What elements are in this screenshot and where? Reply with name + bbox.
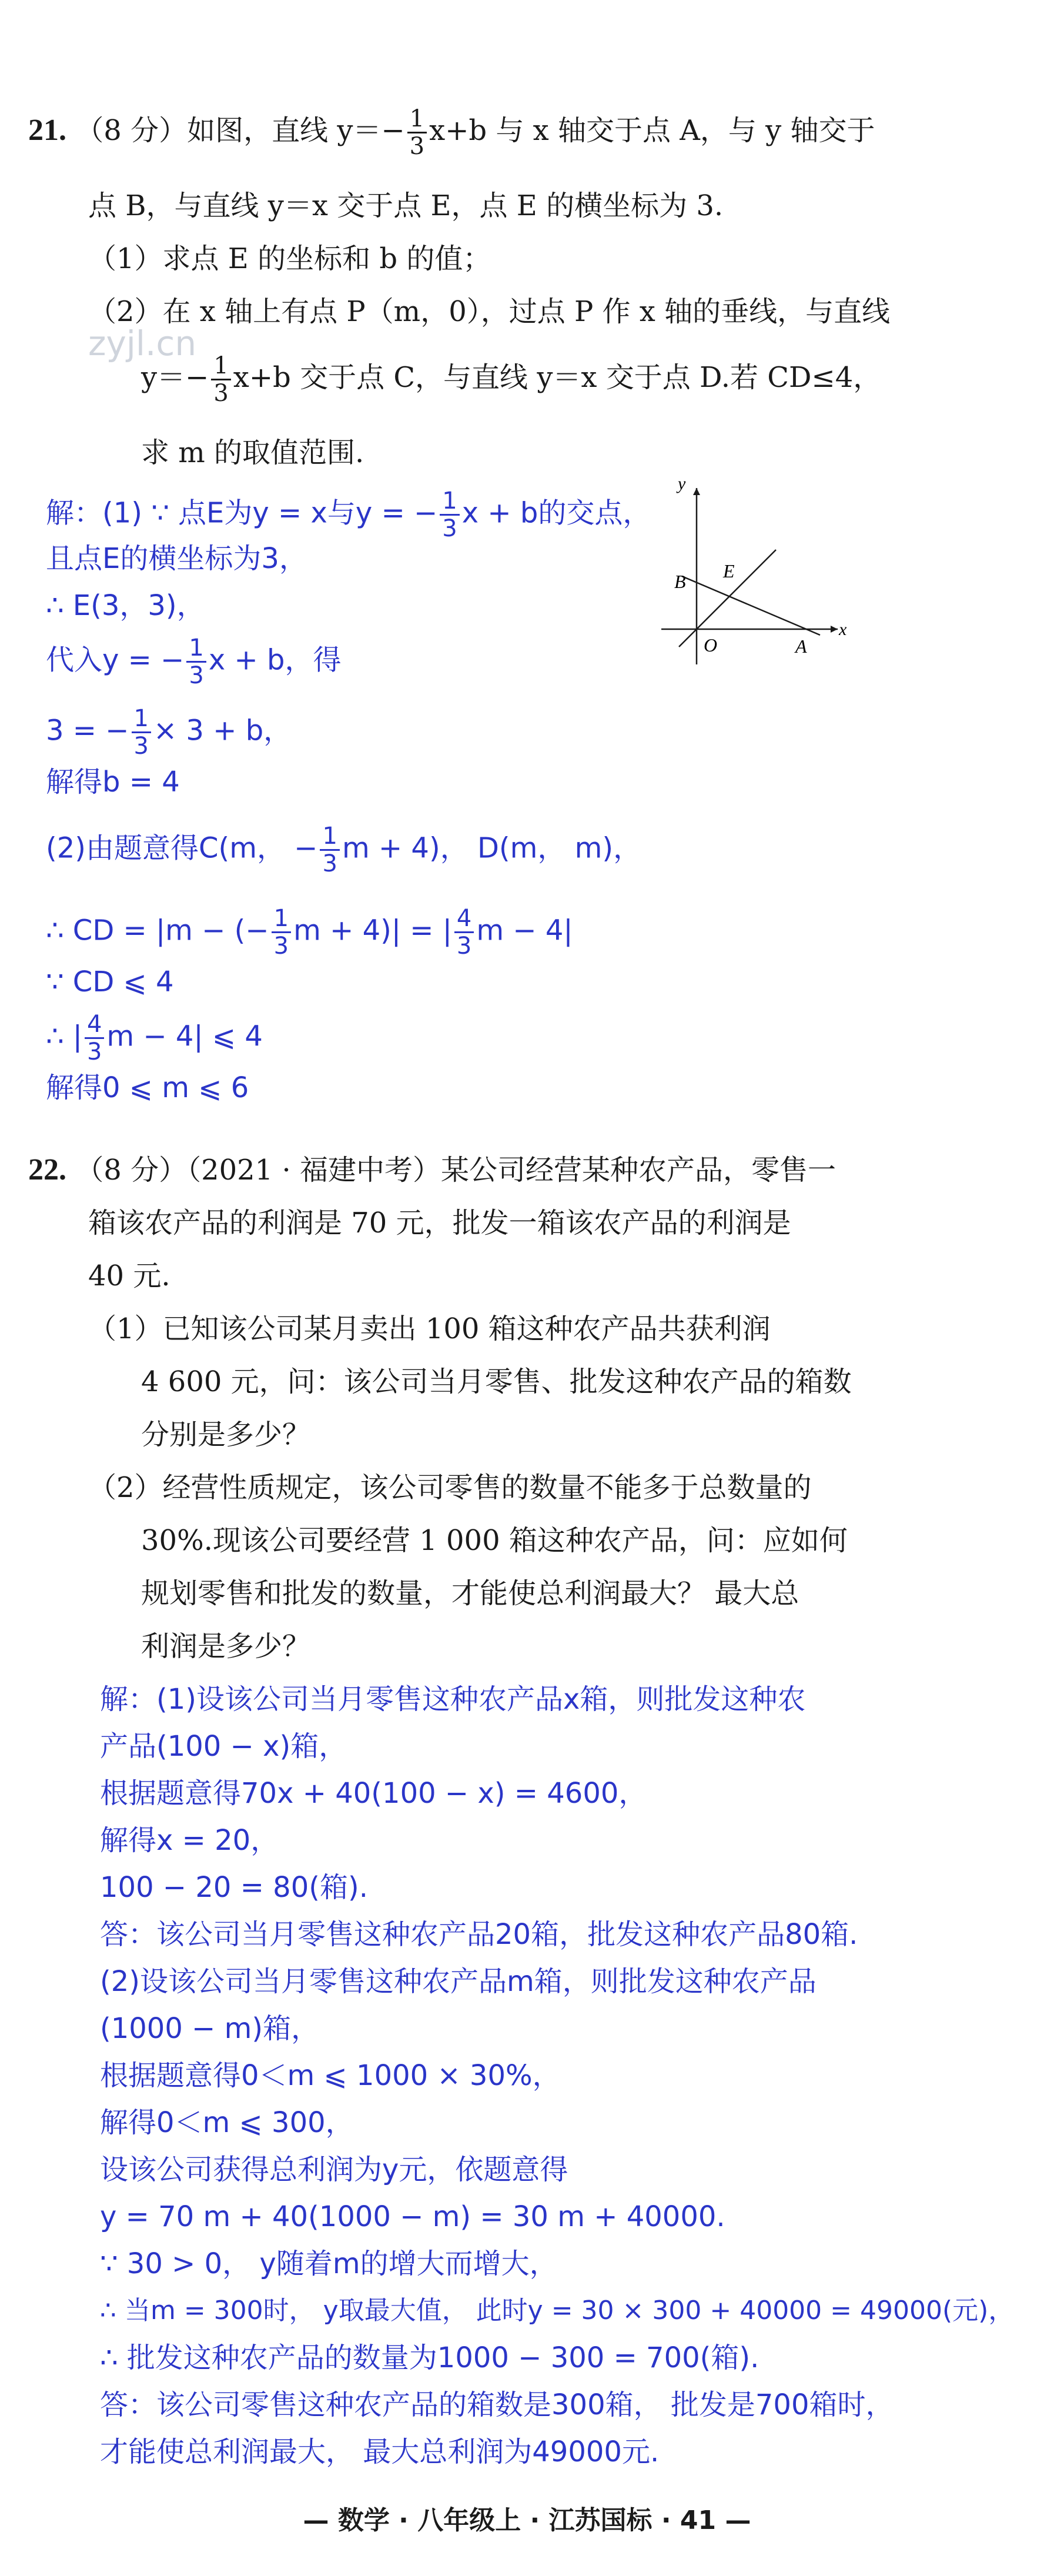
graph-label-O: O: [704, 634, 718, 656]
q21-sol-line-9: ∵ CD ⩽ 4: [46, 965, 174, 998]
q21-sol-line-8: ∴ CD = |m − (− $\frac{1}{3}$ m + 4)| = | $\frac{4}{3}$ m − 4|: [46, 905, 573, 960]
q21-sol-line-4: 代入y = − $\frac{1}{3}$ x + b，得: [46, 634, 342, 689]
q22-sol-line-9: 根据题意得0＜m ⩽ 1000 × 30%，: [100, 2059, 561, 2092]
q22-sol-line-10: 解得0＜m ⩽ 300，: [100, 2106, 354, 2139]
q21-part1: （1）求点 E 的坐标和 b 的值；: [88, 242, 491, 275]
q22-sol-line-7: (2)设该公司当月零售这种农产品m箱，则批发这种农产品: [100, 1965, 817, 1998]
q22-part2-line-3: 规划零售和批发的数量，才能使总利润最大？ 最大总: [141, 1577, 799, 1610]
q22-stem-line-1: 22. （8 分）（2021 · 福建中考）某公司经营某种农产品，零售一: [28, 1153, 836, 1187]
graph-label-x: x: [839, 620, 847, 639]
q22-stem-line-3: 40 元.: [88, 1259, 170, 1292]
q22-part1-line-1: （1）已知该公司某月卖出 100 箱这种农产品共获利润: [88, 1312, 771, 1345]
q22-sol-line-12: y = 70 m + 40(1000 − m) = 30 m + 40000.: [100, 2200, 725, 2233]
q22-sol-line-14: ∴ 当m = 300时， y取最大值， 此时y = 30 × 300 + 40000 = 49000(元)，: [100, 2296, 1015, 2326]
q22-sol-line-5: 100 − 20 = 80(箱).: [100, 1871, 368, 1904]
q21-stem-fraction: $\frac{1}{3}$: [407, 106, 427, 159]
q21-sol-line-5: 3 = − $\frac{1}{3}$ × 3 + b，: [46, 705, 292, 760]
q21-number: 21.: [28, 113, 66, 147]
q21-part2-line-2: y＝− $\frac{1}{3}$ x+b 交于点 C，与直线 y＝x 交于点 D.若 CD≤4，: [141, 352, 882, 407]
q22-sol-line-6: 答：该公司当月零售这种农产品20箱，批发这种农产品80箱.: [100, 1918, 858, 1951]
q21-sol-line-6: 解得b = 4: [46, 766, 180, 798]
graph-label-y: y: [678, 476, 686, 493]
q22-sol-line-17: 才能使总利润最大， 最大总利润为49000元.: [100, 2435, 660, 2468]
q21-part2-line-3: 求 m 的取值范围.: [141, 436, 364, 469]
q21-stem-1a: （8 分）如图，直线 y＝−: [75, 114, 405, 147]
q22-part2-line-2: 30%.现该公司要经营 1 000 箱这种农产品，问：应如何: [141, 1524, 848, 1557]
q22-sol-line-11: 设该公司获得总利润为y元，依题意得: [100, 2153, 568, 2186]
graph-label-B: B: [674, 571, 686, 592]
q22-part2-line-1: （2）经营性质规定，该公司零售的数量不能多于总数量的: [88, 1471, 812, 1504]
q22-part2-line-4: 利润是多少？: [141, 1630, 311, 1663]
q21-part2-line-1: （2）在 x 轴上有点 P（m，0），过点 P 作 x 轴的垂线，与直线: [88, 295, 891, 328]
page-footer: — 数学 · 八年级上 · 江苏国标 · 41 —: [303, 2505, 751, 2535]
q22-part1-line-3: 分别是多少？: [141, 1418, 311, 1451]
q22-sol-line-2: 产品(100 − x)箱，: [100, 1730, 347, 1763]
q22-sol-line-3: 根据题意得70x + 40(100 − x) = 4600，: [100, 1777, 647, 1810]
x-axis-arrow: [831, 626, 838, 633]
q21-stem-1b: x+b 与 x 轴交于点 A，与 y 轴交于: [429, 114, 875, 147]
q21-part2-fraction: $\frac{1}{3}$: [211, 353, 230, 406]
q21-sol-line-11: 解得0 ⩽ m ⩽ 6: [46, 1071, 249, 1104]
q22-sol-line-4: 解得x = 20，: [100, 1824, 279, 1857]
q21-sol-line-3: ∴ E(3，3)，: [46, 589, 205, 622]
y-axis-arrow: [693, 488, 700, 495]
q22-sol-line-13: ∵ 30 > 0， y随着m的增大而增大，: [100, 2247, 558, 2280]
q22-sol-line-1: 解：(1)设该公司当月零售这种农产品x箱，则批发这种农: [100, 1683, 806, 1716]
q21-graph: [650, 476, 849, 670]
q21-stem-line-1: [28, 106, 875, 159]
graph-label-A: A: [795, 636, 807, 657]
q22-part1-line-2: 4 600 元，问：该公司当月零售、批发这种农产品的箱数: [141, 1365, 852, 1398]
graph-label-E: E: [723, 560, 735, 582]
q21-sol-line-10: ∴ | $\frac{4}{3}$ m − 4| ⩽ 4: [46, 1011, 263, 1065]
q22-sol-line-15: ∴ 批发这种农产品的数量为1000 − 300 = 700(箱).: [100, 2341, 759, 2374]
q21-stem-line-2: 点 B，与直线 y＝x 交于点 E，点 E 的横坐标为 3.: [88, 189, 724, 222]
q22-sol-line-8: (1000 − m)箱，: [100, 2012, 320, 2045]
q22-sol-line-16: 答：该公司零售这种农产品的箱数是300箱， 批发是700箱时，: [100, 2388, 894, 2421]
q22-number: 22.: [28, 1153, 66, 1187]
q21-sol-line-7: (2)由题意得C(m， − $\frac{1}{3}$ m + 4)， D(m， m)，: [46, 823, 642, 877]
q21-sol-line-1: 解：(1) ∵ 点E为y = x与y = − $\frac{1}{3}$ x + b的交点，: [46, 487, 651, 542]
q22-stem-line-2: 箱该农产品的利润是 70 元，批发一箱该农产品的利润是: [88, 1207, 791, 1239]
line-y-eq-neg-third-x-plus-b: [682, 576, 820, 635]
q21-sol-line-2: 且点E的横坐标为3，: [46, 542, 307, 575]
watermark-text: zyjl.cn: [88, 323, 197, 363]
